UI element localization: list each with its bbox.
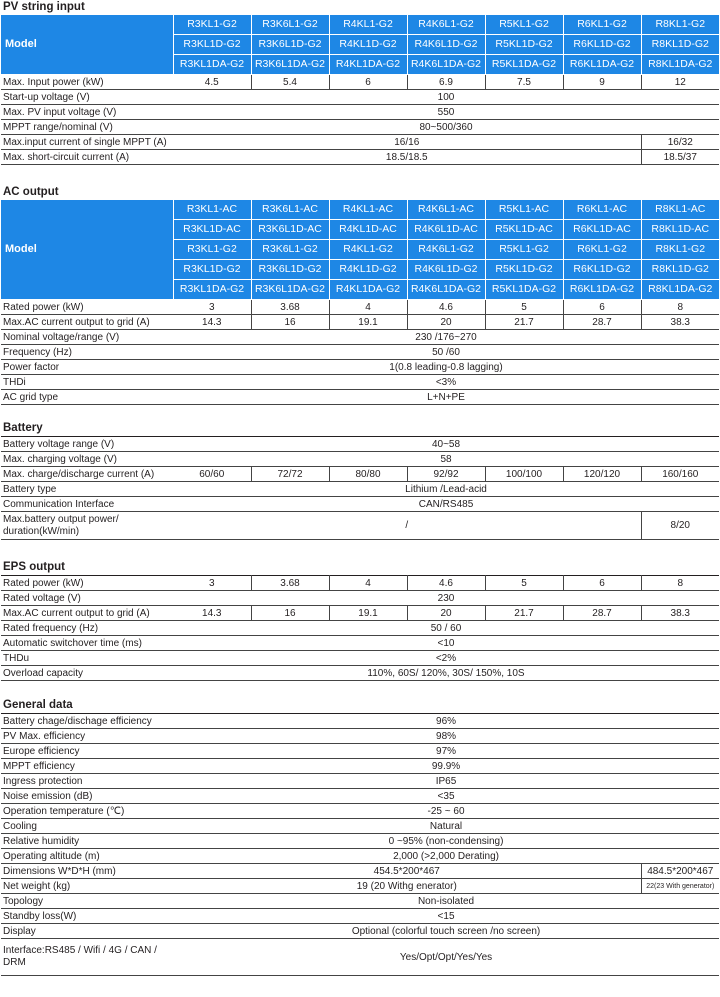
spec-label: Relative humidity — [1, 834, 173, 849]
spec-label: Noise emission (dB) — [1, 789, 173, 804]
pv-header-row — [1, 15, 719, 35]
spec-label: Max. PV input voltage (V) — [1, 105, 173, 120]
spec-row — [1, 924, 719, 939]
model-cell: R4K6L1-AC — [407, 200, 485, 220]
spec-value: <3% — [173, 375, 719, 390]
spec-value: 4 — [329, 576, 407, 591]
spec-value: 5 — [485, 300, 563, 315]
pv-model-label: Model — [1, 15, 173, 75]
model-cell: R8KL1DA-G2 — [641, 55, 719, 75]
battery-section-title: Battery — [3, 422, 43, 434]
spec-label: Max.input current of single MPPT (A) — [1, 135, 173, 150]
spec-row — [1, 744, 719, 759]
spec-value: 16/32 — [641, 135, 719, 150]
spec-value: 9 — [563, 75, 641, 90]
model-cell: R5KL1DA-G2 — [485, 280, 563, 300]
spec-value: 8 — [641, 300, 719, 315]
spec-label: Communication Interface — [1, 497, 173, 512]
spec-value: 20 — [407, 315, 485, 330]
spec-value: Optional (colorful touch screen /no screen) — [173, 924, 719, 939]
spec-row — [1, 105, 719, 120]
pv-table — [1, 15, 719, 165]
spec-value: -25 ~ 60 — [173, 804, 719, 819]
ac-section — [1, 185, 719, 405]
spec-value: 6 — [563, 300, 641, 315]
model-cell: R3K6L1-G2 — [251, 240, 329, 260]
spec-value: Natural — [173, 819, 719, 834]
spec-row — [1, 909, 719, 924]
spec-value: 16 — [251, 315, 329, 330]
spec-row — [1, 437, 719, 452]
model-cell: R8KL1D-AC — [641, 220, 719, 240]
spec-row — [1, 939, 719, 976]
spec-label: Rated frequency (Hz) — [1, 621, 173, 636]
spec-label: MPPT range/nominal (V) — [1, 120, 173, 135]
spec-row — [1, 360, 719, 375]
spec-value: 22(23 With generator) — [641, 879, 719, 894]
spec-value: 3 — [173, 576, 251, 591]
spec-value: Yes/Opt/Opt/Yes/Yes — [173, 939, 719, 976]
model-cell: R6KL1-G2 — [563, 240, 641, 260]
model-cell: R3KL1DA-G2 — [173, 55, 251, 75]
spec-value: 4.5 — [173, 75, 251, 90]
spec-value: 28.7 — [563, 606, 641, 621]
spec-label: Rated power (kW) — [1, 300, 173, 315]
spec-value: 38.3 — [641, 315, 719, 330]
spec-label: Nominal voltage/range (V) — [1, 330, 173, 345]
model-cell: R3KL1-G2 — [173, 15, 251, 35]
model-cell: R6KL1-G2 — [563, 15, 641, 35]
spec-value: 4.6 — [407, 300, 485, 315]
spec-row — [1, 497, 719, 512]
spec-label: Battery chage/dischage efficiency — [1, 714, 173, 729]
spec-value: 230 — [173, 591, 719, 606]
battery-table — [1, 436, 719, 540]
spec-value: 3.68 — [251, 576, 329, 591]
spec-value: 97% — [173, 744, 719, 759]
spec-row — [1, 879, 719, 894]
spec-value: 19.1 — [329, 315, 407, 330]
spec-value: 550 — [173, 105, 719, 120]
spec-label: Max. Input power (kW) — [1, 75, 173, 90]
spec-value: 7.5 — [485, 75, 563, 90]
spec-value: 1(0.8 leading-0.8 lagging) — [173, 360, 719, 375]
spec-value: 18.5/37 — [641, 150, 719, 165]
spec-label: Max.AC current output to grid (A) — [1, 606, 173, 621]
spec-row — [1, 467, 719, 482]
model-cell: R4K6L1D-G2 — [407, 260, 485, 280]
spec-value: <35 — [173, 789, 719, 804]
spec-value: 5.4 — [251, 75, 329, 90]
spec-row — [1, 834, 719, 849]
spec-label: Max.battery output power/ duration(kW/min) — [1, 512, 173, 540]
model-cell: R6KL1DA-G2 — [563, 55, 641, 75]
model-cell: R3K6L1DA-G2 — [251, 280, 329, 300]
spec-row — [1, 120, 719, 135]
spec-value: 18.5/18.5 — [173, 150, 641, 165]
model-cell: R4K6L1D-AC — [407, 220, 485, 240]
model-cell: R3KL1DA-G2 — [173, 280, 251, 300]
model-cell: R4KL1-AC — [329, 200, 407, 220]
model-cell: R5KL1-G2 — [485, 15, 563, 35]
spec-label: Max. short-circuit current (A) — [1, 150, 173, 165]
spec-value: 8 — [641, 576, 719, 591]
spec-row — [1, 482, 719, 497]
model-cell: R3KL1-AC — [173, 200, 251, 220]
spec-value: <15 — [173, 909, 719, 924]
spec-label: Net weight (kg) — [1, 879, 173, 894]
spec-row — [1, 819, 719, 834]
spec-value: 99.9% — [173, 759, 719, 774]
spec-label: Frequency (Hz) — [1, 345, 173, 360]
model-cell: R4KL1-G2 — [329, 240, 407, 260]
spec-value: 21.7 — [485, 315, 563, 330]
model-cell: R4K6L1DA-G2 — [407, 280, 485, 300]
general-section — [1, 698, 719, 976]
spec-row — [1, 512, 719, 540]
model-cell: R8KL1DA-G2 — [641, 280, 719, 300]
spec-label: Europe efficiency — [1, 744, 173, 759]
model-cell: R3K6L1-G2 — [251, 15, 329, 35]
ac-model-label: Model — [1, 200, 173, 300]
model-cell: R8KL1D-G2 — [641, 35, 719, 55]
model-cell: R3K6L1D-AC — [251, 220, 329, 240]
spec-value: 16 — [251, 606, 329, 621]
spec-value: 4 — [329, 300, 407, 315]
spec-label: Max. charging voltage (V) — [1, 452, 173, 467]
spec-row — [1, 150, 719, 165]
spec-value: 6 — [329, 75, 407, 90]
spec-row — [1, 452, 719, 467]
spec-label: Overload capacity — [1, 666, 173, 681]
model-cell: R3KL1D-G2 — [173, 35, 251, 55]
model-cell: R3K6L1DA-G2 — [251, 55, 329, 75]
ac-header-row — [1, 200, 719, 220]
model-cell: R8KL1-G2 — [641, 240, 719, 260]
model-cell: R5KL1DA-G2 — [485, 55, 563, 75]
model-cell: R3K6L1D-G2 — [251, 35, 329, 55]
spec-value: IP65 — [173, 774, 719, 789]
spec-label: Max.AC current output to grid (A) — [1, 315, 173, 330]
spec-row — [1, 849, 719, 864]
spec-value: 100/100 — [485, 467, 563, 482]
spec-value: 484.5*200*467 — [641, 864, 719, 879]
model-cell: R8KL1-AC — [641, 200, 719, 220]
model-cell: R3KL1-G2 — [173, 240, 251, 260]
spec-row — [1, 636, 719, 651]
spec-row — [1, 864, 719, 879]
model-cell: R4KL1DA-G2 — [329, 55, 407, 75]
spec-value: 5 — [485, 576, 563, 591]
spec-value: 21.7 — [485, 606, 563, 621]
spec-value: 98% — [173, 729, 719, 744]
spec-row — [1, 330, 719, 345]
model-cell: R4K6L1-G2 — [407, 240, 485, 260]
spec-label: PV Max. efficiency — [1, 729, 173, 744]
model-cell: R5KL1D-G2 — [485, 260, 563, 280]
spec-row — [1, 759, 719, 774]
spec-label: Interface:RS485 / Wifi / 4G / CAN / DRM — [1, 939, 173, 976]
spec-row — [1, 621, 719, 636]
model-cell: R3K6L1-AC — [251, 200, 329, 220]
spec-value: 120/120 — [563, 467, 641, 482]
spec-row — [1, 390, 719, 405]
general-table — [1, 713, 719, 976]
spec-value: 92/92 — [407, 467, 485, 482]
spec-value: 60/60 — [173, 467, 251, 482]
ac-section-title: AC output — [3, 186, 59, 198]
spec-row — [1, 651, 719, 666]
model-cell: R5KL1D-G2 — [485, 35, 563, 55]
spec-row — [1, 90, 719, 105]
model-cell: R4KL1D-G2 — [329, 35, 407, 55]
model-cell: R4KL1-G2 — [329, 15, 407, 35]
spec-value: 20 — [407, 606, 485, 621]
spec-value: L+N+PE — [173, 390, 719, 405]
spec-value: 3 — [173, 300, 251, 315]
spec-value: 100 — [173, 90, 719, 105]
spec-row — [1, 714, 719, 729]
model-cell: R3KL1D-G2 — [173, 260, 251, 280]
spec-value: 0 ~95% (non-condensing) — [173, 834, 719, 849]
spec-value: 19.1 — [329, 606, 407, 621]
spec-value: 19 (20 Withg enerator) — [173, 879, 641, 894]
spec-row — [1, 894, 719, 909]
spec-value: 50 / 60 — [173, 621, 719, 636]
spec-label: MPPT efficiency — [1, 759, 173, 774]
spec-value: 72/72 — [251, 467, 329, 482]
spec-row — [1, 729, 719, 744]
model-cell: R3K6L1D-G2 — [251, 260, 329, 280]
ac-table — [1, 200, 719, 405]
spec-value: 80~500/360 — [173, 120, 719, 135]
spec-row — [1, 576, 719, 591]
spec-label: Standby loss(W) — [1, 909, 173, 924]
spec-label: Display — [1, 924, 173, 939]
battery-section — [1, 421, 719, 540]
spec-value: 160/160 — [641, 467, 719, 482]
eps-section-title: EPS output — [3, 561, 65, 573]
spec-value: 14.3 — [173, 315, 251, 330]
model-cell: R6KL1DA-G2 — [563, 280, 641, 300]
spec-label: THDi — [1, 375, 173, 390]
spec-row — [1, 774, 719, 789]
model-cell: R6KL1-AC — [563, 200, 641, 220]
model-cell: R4KL1D-AC — [329, 220, 407, 240]
spec-label: Operation temperature (℃) — [1, 804, 173, 819]
spec-row — [1, 75, 719, 90]
spec-row — [1, 300, 719, 315]
spec-row — [1, 666, 719, 681]
spec-value: 230 /176~270 — [173, 330, 719, 345]
model-cell: R4KL1DA-G2 — [329, 280, 407, 300]
spec-label: Rated power (kW) — [1, 576, 173, 591]
spec-value: 110%, 60S/ 120%, 30S/ 150%, 10S — [173, 666, 719, 681]
pv-section — [1, 0, 719, 165]
spec-row — [1, 789, 719, 804]
spec-label: Max. charge/discharge current (A) — [1, 467, 173, 482]
spec-row — [1, 591, 719, 606]
spec-value: 96% — [173, 714, 719, 729]
spec-value: 58 — [173, 452, 719, 467]
model-cell: R4K6L1D-G2 — [407, 35, 485, 55]
spec-value: 454.5*200*467 — [173, 864, 641, 879]
spec-value: 3.68 — [251, 300, 329, 315]
spec-value: 80/80 — [329, 467, 407, 482]
spec-label: Dimensions W*D*H (mm) — [1, 864, 173, 879]
spec-label: Topology — [1, 894, 173, 909]
eps-table — [1, 575, 719, 681]
model-cell: R8KL1-G2 — [641, 15, 719, 35]
model-cell: R6KL1D-G2 — [563, 35, 641, 55]
spec-label: Power factor — [1, 360, 173, 375]
spec-row — [1, 135, 719, 150]
spec-value: 12 — [641, 75, 719, 90]
general-section-title: General data — [3, 699, 73, 711]
model-cell: R3KL1D-AC — [173, 220, 251, 240]
spec-label: Cooling — [1, 819, 173, 834]
spec-row — [1, 315, 719, 330]
spec-row — [1, 804, 719, 819]
spec-label: THDu — [1, 651, 173, 666]
spec-value: / — [173, 512, 641, 540]
spec-label: AC grid type — [1, 390, 173, 405]
model-cell: R4KL1D-G2 — [329, 260, 407, 280]
spec-value: 6.9 — [407, 75, 485, 90]
model-cell: R4K6L1-G2 — [407, 15, 485, 35]
spec-value: 14.3 — [173, 606, 251, 621]
spec-label: Start-up voltage (V) — [1, 90, 173, 105]
spec-label: Automatic switchover time (ms) — [1, 636, 173, 651]
spec-value: 2,000 (>2,000 Derating) — [173, 849, 719, 864]
spec-label: Operating altitude (m) — [1, 849, 173, 864]
spec-label: Battery type — [1, 482, 173, 497]
spec-value: Lithium /Lead-acid — [173, 482, 719, 497]
spec-value: 8/20 — [641, 512, 719, 540]
spec-row — [1, 375, 719, 390]
spec-value: 16/16 — [173, 135, 641, 150]
spec-value: 38.3 — [641, 606, 719, 621]
spec-row — [1, 345, 719, 360]
spec-value: 28.7 — [563, 315, 641, 330]
model-cell: R8KL1D-G2 — [641, 260, 719, 280]
pv-section-title: PV string input — [3, 1, 85, 13]
spec-value: 40~58 — [173, 437, 719, 452]
spec-label: Rated voltage (V) — [1, 591, 173, 606]
spec-value: 50 /60 — [173, 345, 719, 360]
spec-value: Non-isolated — [173, 894, 719, 909]
model-cell: R4K6L1DA-G2 — [407, 55, 485, 75]
spec-value: CAN/RS485 — [173, 497, 719, 512]
spec-row — [1, 606, 719, 621]
eps-section — [1, 560, 719, 681]
spec-label: Ingress protection — [1, 774, 173, 789]
spec-value: <2% — [173, 651, 719, 666]
spec-value: 6 — [563, 576, 641, 591]
spec-value: 4.6 — [407, 576, 485, 591]
model-cell: R5KL1D-AC — [485, 220, 563, 240]
spec-label: Battery voltage range (V) — [1, 437, 173, 452]
model-cell: R6KL1D-G2 — [563, 260, 641, 280]
model-cell: R5KL1-G2 — [485, 240, 563, 260]
spec-value: <10 — [173, 636, 719, 651]
model-cell: R6KL1D-AC — [563, 220, 641, 240]
model-cell: R5KL1-AC — [485, 200, 563, 220]
